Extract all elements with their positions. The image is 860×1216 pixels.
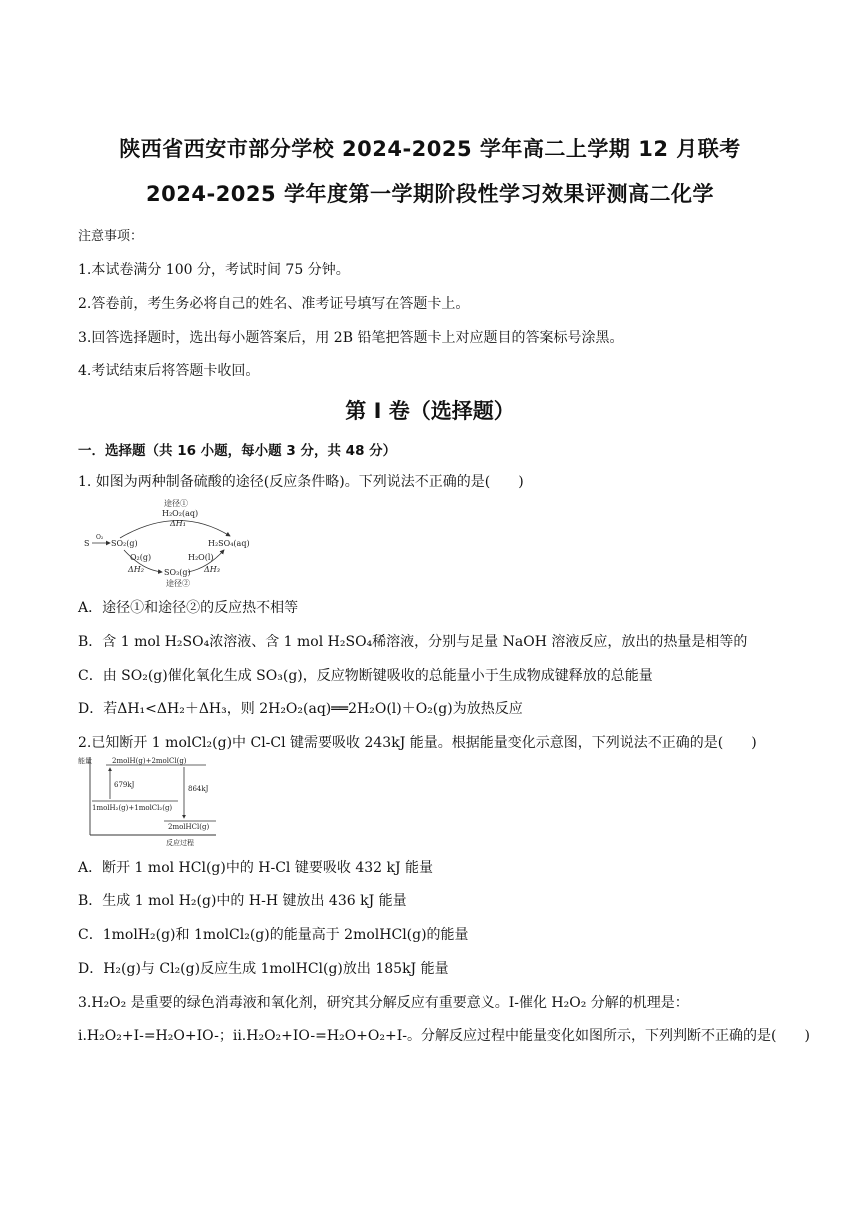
notice-item-4: 4.考试结束后将答题卡收回。 [78, 363, 260, 379]
q1-dh1-label: ΔH₁ [170, 519, 186, 528]
q1-route2-label: 途径② [166, 579, 190, 588]
q1-so2-label: SO₂(g) [111, 539, 138, 548]
notice-item-2: 2.答卷前，考生务必将自己的姓名、准考证号填写在答题卡上。 [78, 296, 470, 312]
question-2-option-c: C．1molH₂(g)和 1molCl₂(g)的能量高于 2molHCl(g)的能量 [78, 927, 469, 943]
q2-y-axis-label: 能量 [78, 757, 92, 765]
question-1-option-d: D．若ΔH₁<ΔH₂＋ΔH₃，则 2H₂O₂(aq)══2H₂O(l)＋O₂(g)为放热反应 [78, 701, 523, 717]
q1-o2-bottom-label: O₂(g) [130, 553, 152, 562]
exam-title-line2: 2024-2025 学年度第一学期阶段性学习效果评测高二化学 [146, 182, 714, 206]
q1-dh3-label: ΔH₃ [204, 565, 220, 574]
question-1-option-b: B．含 1 mol H₂SO₄浓溶液、含 1 mol H₂SO₄稀溶液，分别与足量 NaOH 溶液反应，放出的热量是相等的 [78, 634, 748, 650]
section-title: 第 I 卷（选择题） [345, 399, 515, 423]
question-2-option-a: A．断开 1 mol HCl(g)中的 H-Cl 键要吸收 432 kJ 能量 [78, 860, 434, 876]
q2-right-value: 864kJ [188, 785, 209, 793]
question-3-stem-line2: i.H₂O₂+I-=H₂O+IO-；ii.H₂O₂+IO-=H₂O+O₂+I-。分解反应过程中能量变化如图所示，下列判断不正确的是( ) [78, 1028, 810, 1044]
question-2-stem: 2.已知断开 1 molCl₂(g)中 Cl-Cl 键需要吸收 243kJ 能量。根据能量变化示意图，下列说法不正确的是( ) [78, 735, 757, 751]
q1-h2o2-label: H₂O₂(aq) [162, 509, 199, 518]
q2-energy-diagram [78, 755, 220, 847]
q1-so3-label: SO₃(g) [164, 568, 191, 577]
q1-sulfuric-acid-route-diagram [78, 498, 258, 588]
question-1-option-c: C．由 SO₂(g)催化氧化生成 SO₃(g)，反应物断键吸收的总能量小于生成物成键释放的总能量 [78, 668, 653, 684]
q1-s-label: S [84, 539, 90, 548]
q2-x-axis-label: 反应过程 [166, 839, 194, 847]
notice-heading: 注意事项： [78, 229, 144, 244]
q2-top-level-label: 2molH(g)+2molCl(g) [112, 757, 187, 765]
q1-route1-label: 途径① [164, 499, 188, 508]
part-title: 一．选择题（共 16 小题，每小题 3 分，共 48 分） [78, 443, 397, 459]
exam-title-line1: 陕西省西安市部分学校 2024-2025 学年高二上学期 12 月联考 [119, 137, 741, 161]
question-2-option-d: D．H₂(g)与 Cl₂(g)反应生成 1molHCl(g)放出 185kJ 能量 [78, 961, 449, 977]
question-1-stem: 1. 如图为两种制备硫酸的途径(反应条件略)。下列说法不正确的是( ) [78, 474, 524, 490]
q1-o2-top-label: O₂ [96, 534, 104, 541]
q1-h2so4-label: H₂SO₄(aq) [208, 539, 250, 548]
notice-item-1: 1.本试卷满分 100 分，考试时间 75 分钟。 [78, 262, 350, 278]
q2-mid-level-label: 1molH₂(g)+1molCl₂(g) [92, 804, 173, 812]
question-2-option-b: B．生成 1 mol H₂(g)中的 H-H 键放出 436 kJ 能量 [78, 893, 407, 909]
q2-low-level-label: 2molHCl(g) [168, 823, 210, 831]
q1-h2o-label: H₂O(l) [188, 553, 214, 562]
question-1-option-a: A．途径①和途径②的反应热不相等 [78, 600, 299, 616]
notice-item-3: 3.回答选择题时，选出每小题答案后，用 2B 铅笔把答题卡上对应题目的答案标号涂黑。 [78, 330, 624, 346]
question-3-stem-line1: 3.H₂O₂ 是重要的绿色消毒液和氧化剂，研究其分解反应有重要意义。I-催化 H₂O₂ 分解的机理是： [78, 995, 689, 1011]
q1-dh2-label: ΔH₂ [128, 565, 144, 574]
q2-left-value: 679kJ [114, 781, 135, 789]
